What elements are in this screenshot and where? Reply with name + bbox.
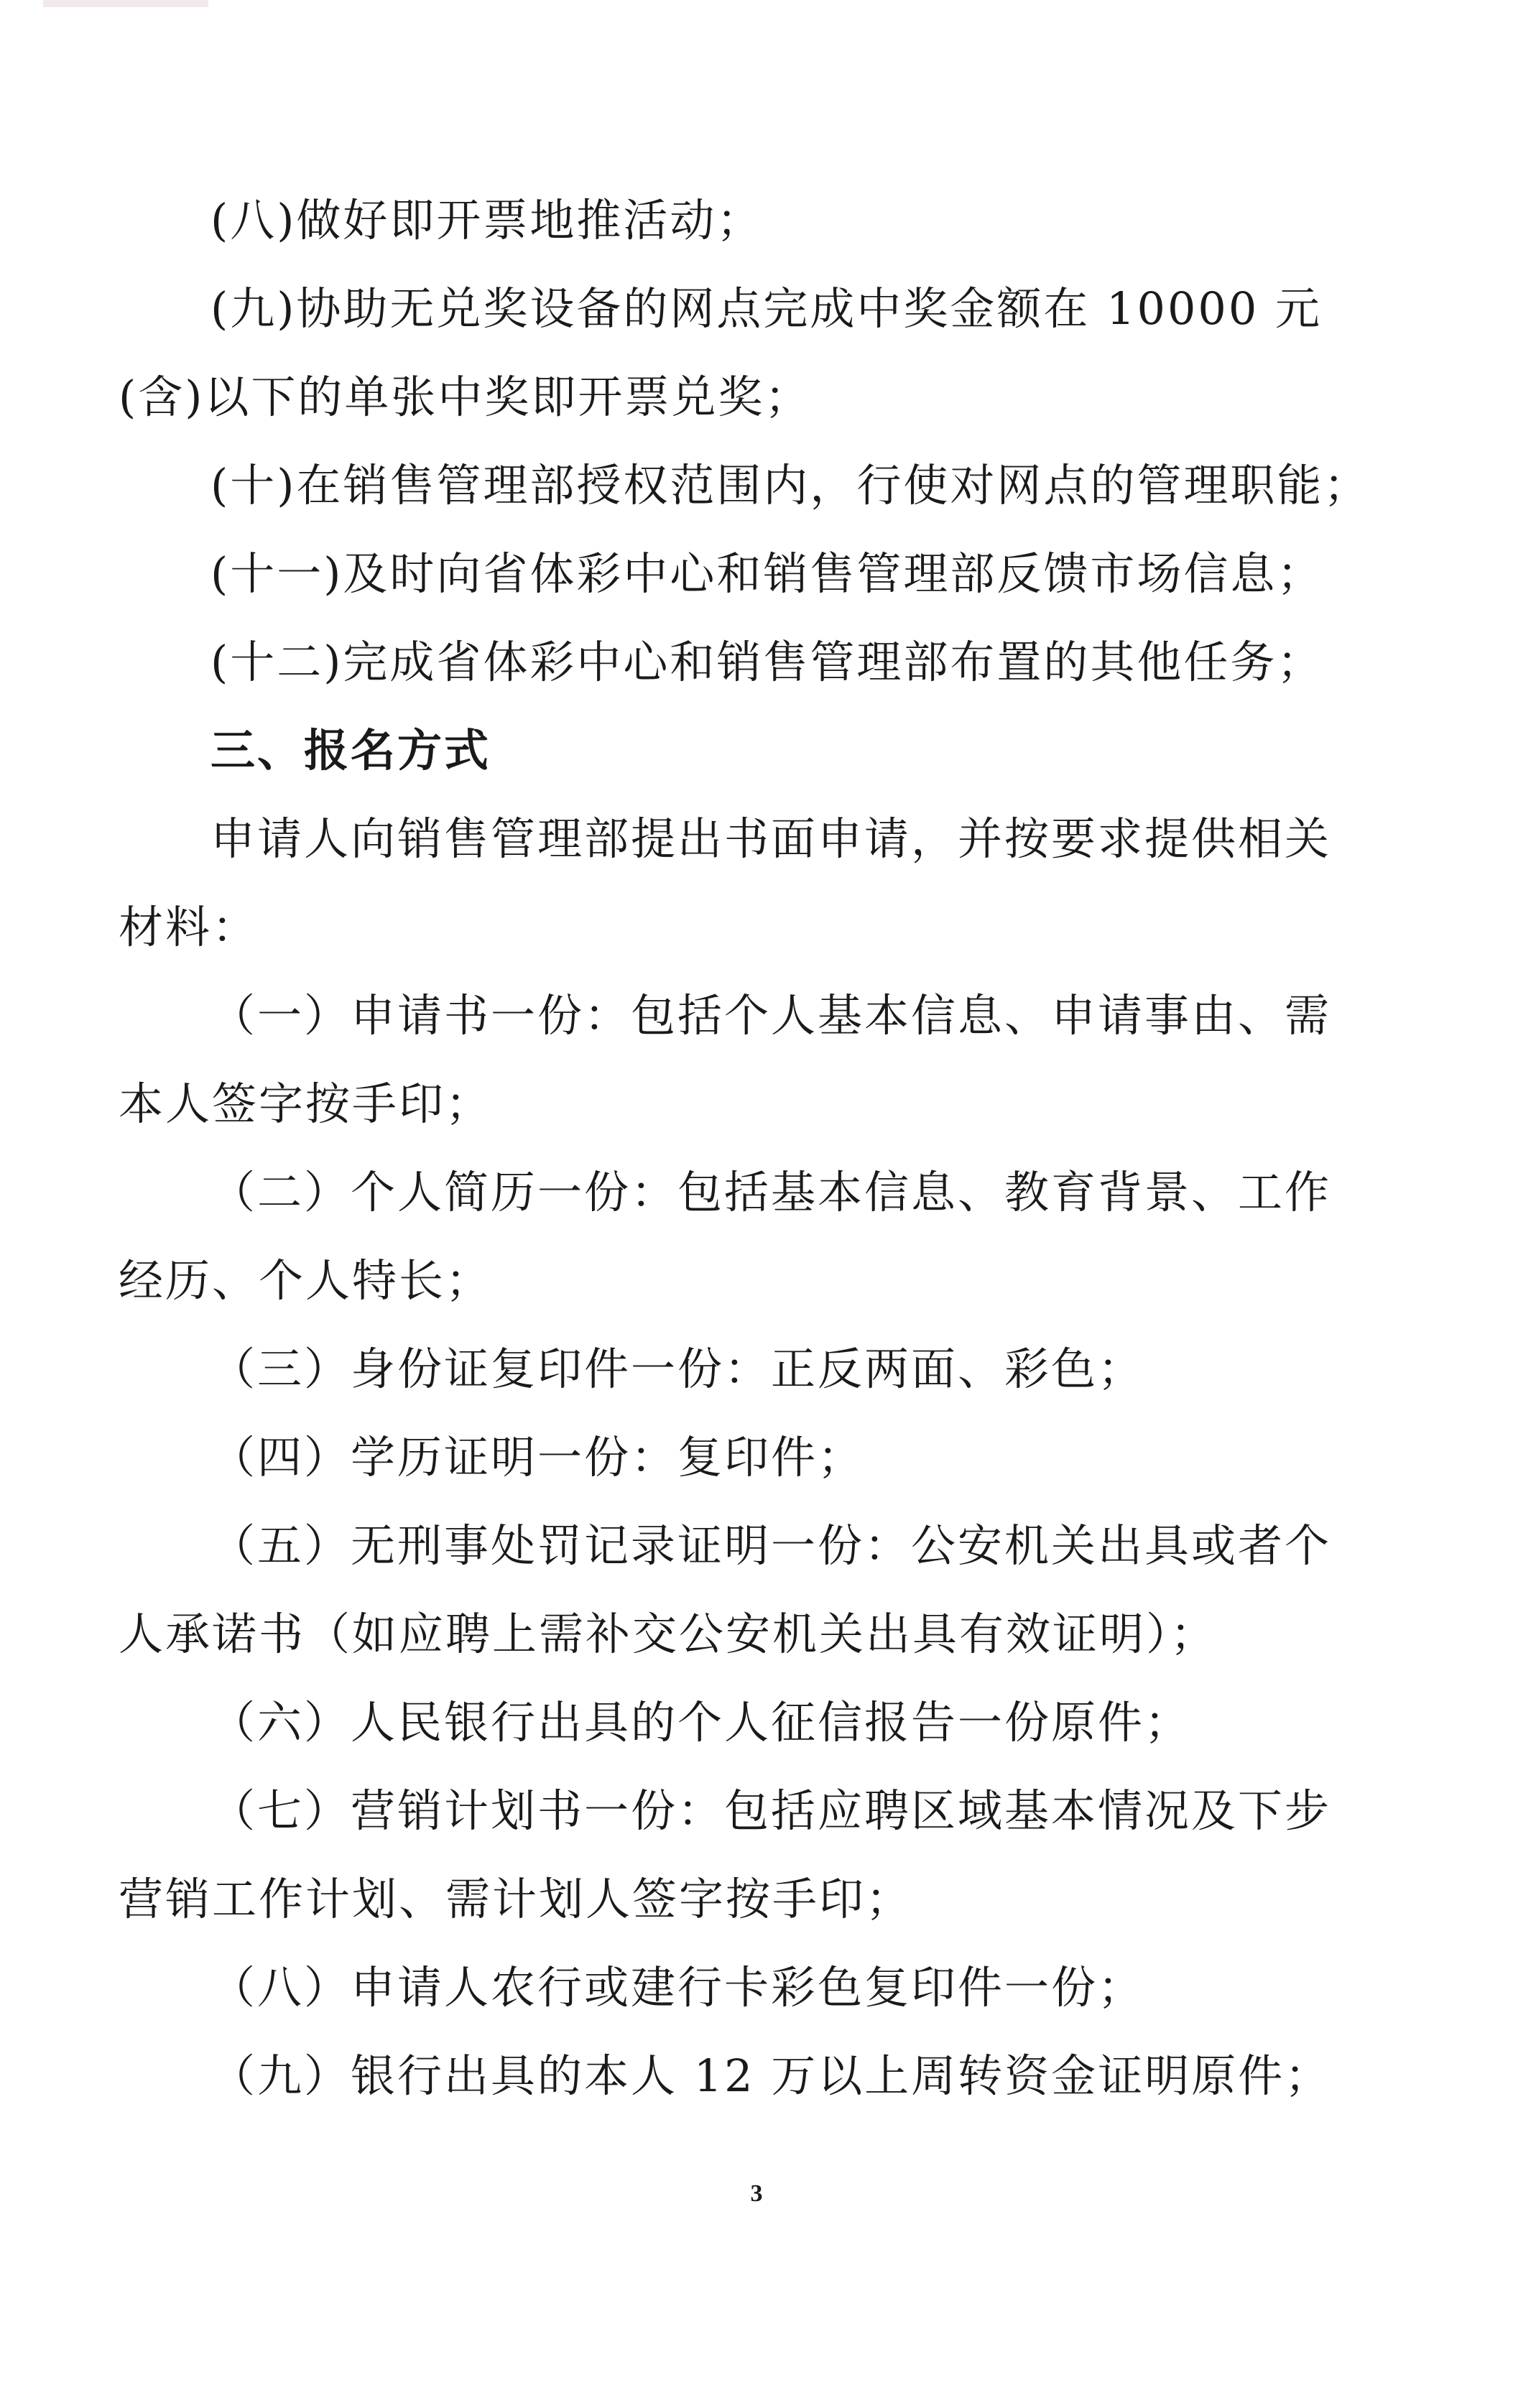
list-item-line: （四）学历证明一份：复印件；: [210, 1431, 865, 1483]
paragraph-line: (十一)及时向省体彩中心和销售管理部反馈市场信息；: [210, 547, 1324, 600]
paragraph-line: (含)以下的单张中奖即开票兑奖；: [119, 371, 812, 423]
list-item-line: （八）申请人农行或建行卡彩色复印件一份；: [210, 1961, 1145, 2014]
list-item-line: （七）营销计划书一份：包括应聘区域基本情况及下步: [210, 1784, 1332, 1837]
list-item-line: （三）身份证复印件一份：正反两面、彩色；: [210, 1343, 1145, 1395]
paragraph-line: (八)做好即开票地推活动；: [210, 194, 764, 246]
list-item-line: 人承诺书（如应聘上需补交公安机关出具有效证明）；: [119, 1608, 1218, 1660]
section-heading: 三、报名方式: [210, 724, 491, 777]
list-item-line: （九）银行出具的本人 12 万以上周转资金证明原件；: [210, 2050, 1332, 2102]
scan-mark: [43, 0, 208, 7]
paragraph-line: (十二)完成省体彩中心和销售管理部布置的其他任务；: [210, 636, 1324, 688]
list-item-line: （六）人民银行出具的个人征信报告一份原件；: [210, 1696, 1192, 1749]
page-number: 3: [750, 2180, 763, 2207]
list-item-line: 本人签字按手印；: [119, 1078, 493, 1130]
list-item-line: （五）无刑事处罚记录证明一份：公安机关出具或者个: [210, 1519, 1332, 1572]
list-item-line: （二）个人简历一份：包括基本信息、教育背景、工作: [210, 1166, 1332, 1218]
list-item-line: （一）申请书一份：包括个人基本信息、申请事由、需: [210, 989, 1332, 1042]
paragraph-line: (十)在销售管理部授权范围内，行使对网点的管理职能；: [210, 459, 1371, 511]
document-body: [119, 176, 1371, 2120]
list-item-line: 营销工作计划、需计划人签字按手印；: [119, 1873, 913, 1925]
paragraph-line: 材料：: [119, 901, 259, 953]
paragraph-line: 申请人向销售管理部提出书面申请，并按要求提供相关: [210, 812, 1332, 865]
paragraph-line: (九)协助无兑奖设备的网点完成中奖金额在 10000 元: [210, 282, 1323, 335]
list-item-line: 经历、个人特长；: [119, 1254, 493, 1307]
